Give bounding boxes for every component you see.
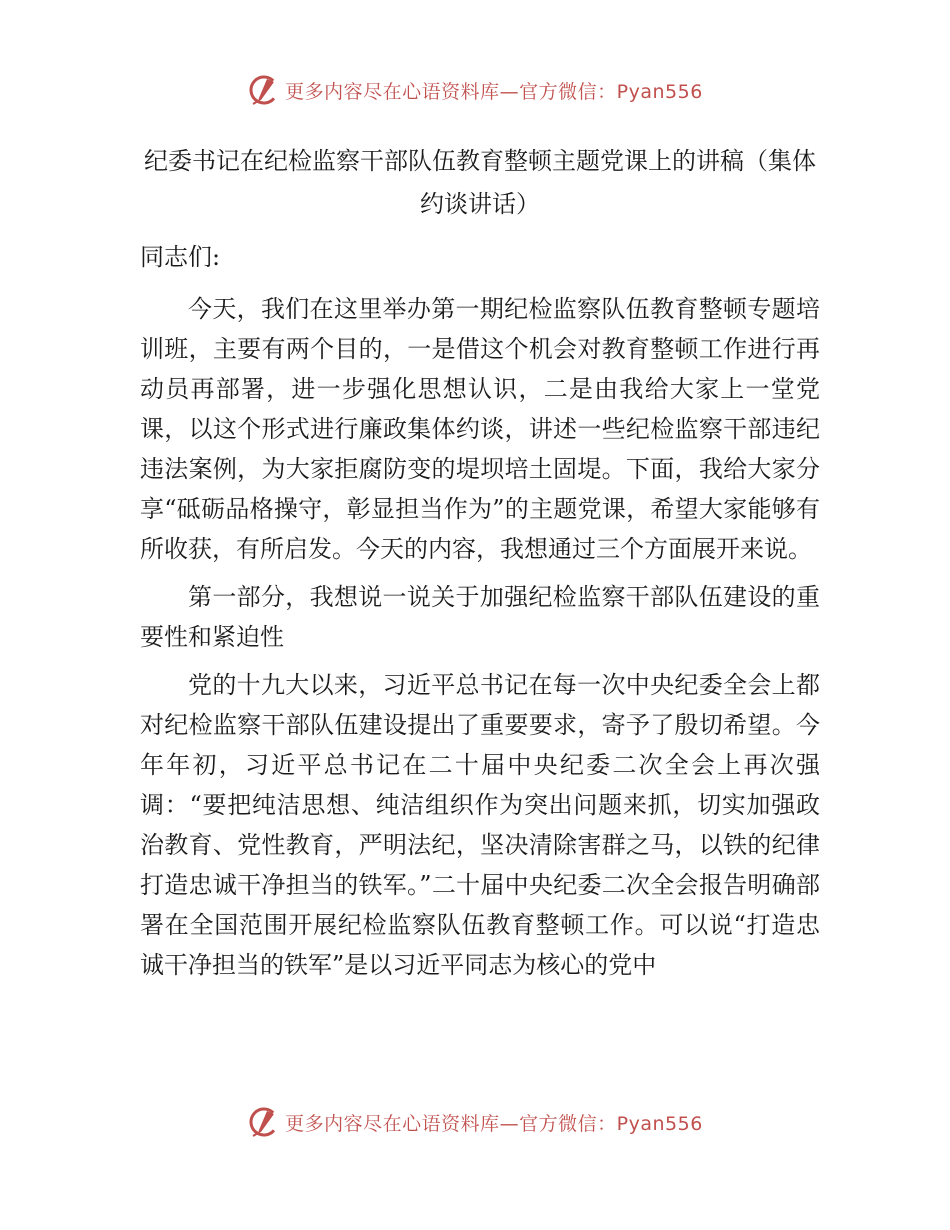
salutation: 同志们: (140, 243, 221, 271)
paragraph: 今天，我们在这里举办第一期纪检监察队伍教育整顿专题培训班，主要有两个目的，一是借这个机会对教育整顿工作进行再动员再部署，进一步强化思想认识，二是由我给大家上一堂党课，以这个形式进行廉政集体约谈，讲述一些纪检监察干部违纪违法案例，为大家拒腐防变的堤坝培土固堤。下面，我给大家分享“砥砺品格操守，彰显担当作为”的主题党课，希望大家能够有所收获，有所启发。今天的内容，我想通过三个方面展开来说。 (140, 295, 820, 563)
footer-watermark (0, 1102, 950, 1142)
section-heading: 第一部分，我想说一说关于加强纪检监察干部队伍建设的重要性和紧迫性 (140, 583, 820, 651)
watermark-text: 更多内容尽在心语资料库—官方微信：Pyan556 (285, 80, 703, 103)
paragraph: 党的十九大以来，习近平总书记在每一次中央纪委全会上都对纪检监察干部队伍建设提出了重要要求，寄予了殷切希望。今年年初，习近平总书记在二十届中央纪委二次全会上再次强调：“要把纯洁思想、纯洁组织作为突出问题来抓，切实加强政治教育、党性教育，严明法纪，坚决清除害群之马，以铁的纪律打造忠诚干净担当的铁军。”二十届中央纪委二次全会报告明确部署在全国范围开展纪检监察队伍教育整顿工作。可以说“打造忠诚干净担当的铁军”是以习近平同志为核心的党中 (140, 671, 820, 979)
watermark-text: 更多内容尽在心语资料库—官方微信：Pyan556 (285, 1112, 703, 1135)
pen-logo-icon (247, 73, 281, 107)
header-watermark (0, 70, 950, 110)
document-body (140, 237, 820, 993)
pen-logo-icon (247, 1105, 281, 1139)
document-title: 纪委书记在纪检监察干部队伍教育整顿主题党课上的讲稿（集体约谈讲话） (144, 147, 816, 218)
